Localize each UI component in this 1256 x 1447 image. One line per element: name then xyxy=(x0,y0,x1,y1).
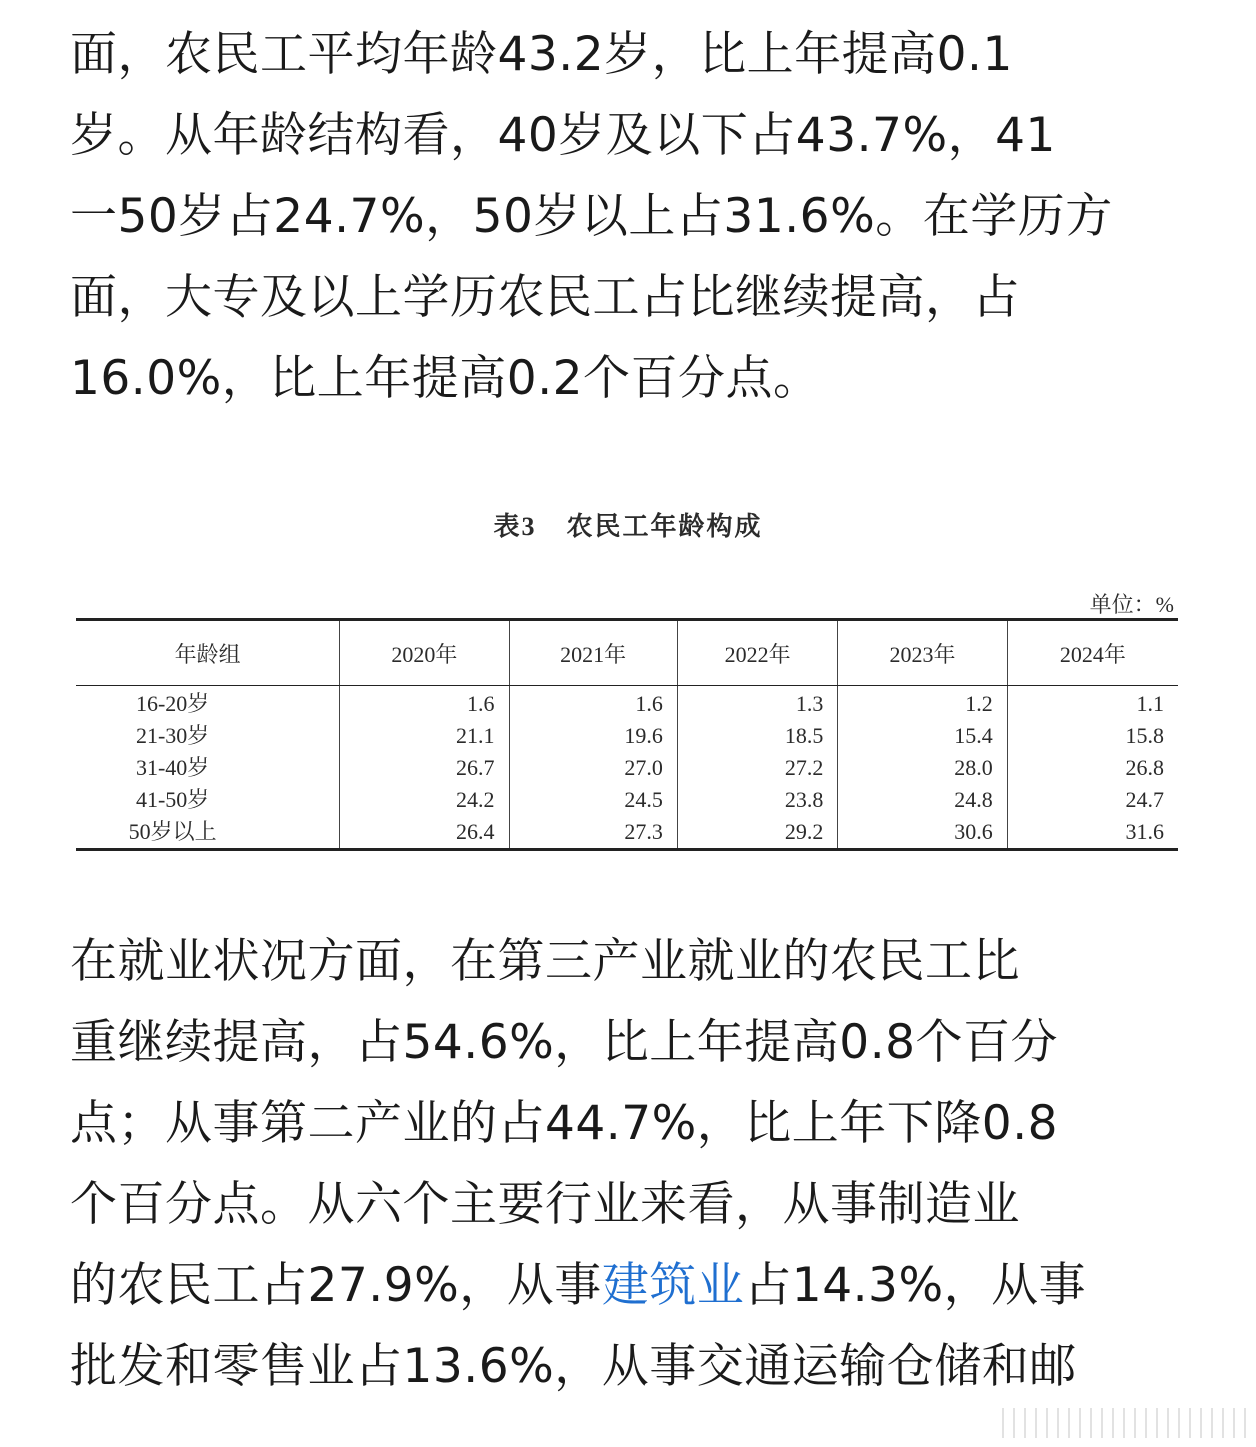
header-year: 2023年 xyxy=(838,620,1007,686)
text-line: 面，大专及以上学历农民工占比继续提高，占 xyxy=(70,270,1020,325)
text-segment: 的农民工占27.9%，从事 xyxy=(70,1258,602,1313)
header-age-group: 年龄组 xyxy=(76,620,340,686)
value-cell: 26.8 xyxy=(1007,752,1178,784)
table-row xyxy=(76,686,1178,721)
value-cell: 27.2 xyxy=(677,752,838,784)
value-cell: 23.8 xyxy=(677,784,838,816)
table-caption: 农民工年龄构成 xyxy=(566,512,763,541)
header-year: 2024年 xyxy=(1007,620,1178,686)
value-cell: 27.3 xyxy=(509,816,677,850)
construction-industry-link[interactable]: 建筑业 xyxy=(601,1258,745,1313)
value-cell: 1.3 xyxy=(677,686,838,721)
text-line: 岁。从年龄结构看，40岁及以下占43.7%，41 xyxy=(70,108,1056,163)
text-line: 重继续提高，占54.6%，比上年提高0.8个百分 xyxy=(70,1015,1059,1070)
age-composition-table xyxy=(76,618,1178,851)
text-line: 在就业状况方面，在第三产业就业的农民工比 xyxy=(70,934,1020,989)
value-cell: 31.6 xyxy=(1007,816,1178,850)
header-year: 2022年 xyxy=(677,620,838,686)
age-composition-table-figure xyxy=(76,496,1180,856)
value-cell: 1.2 xyxy=(838,686,1007,721)
value-cell: 19.6 xyxy=(509,720,677,752)
text-segment: 占14.3%，从事 xyxy=(744,1258,1087,1313)
value-cell: 24.8 xyxy=(838,784,1007,816)
table-number: 表3 xyxy=(493,512,537,541)
value-cell: 1.1 xyxy=(1007,686,1178,721)
age-group-cell: 21-30岁 xyxy=(135,723,210,748)
value-cell: 27.0 xyxy=(509,752,677,784)
header-year: 2021年 xyxy=(509,620,677,686)
table-row xyxy=(76,784,1178,816)
header-year: 2020年 xyxy=(340,620,509,686)
table-row xyxy=(76,720,1178,752)
value-cell: 18.5 xyxy=(677,720,838,752)
value-cell: 30.6 xyxy=(838,816,1007,850)
age-group-cell: 50岁以上 xyxy=(76,816,340,850)
text-line: 一50岁占24.7%，50岁以上占31.6%。在学历方 xyxy=(70,189,1113,244)
age-group-cell: 41-50岁 xyxy=(135,787,210,812)
value-cell: 21.1 xyxy=(340,720,509,752)
table-row xyxy=(76,816,1178,850)
value-cell: 29.2 xyxy=(677,816,838,850)
value-cell: 26.4 xyxy=(340,816,509,850)
employment-paragraph xyxy=(70,921,1200,1407)
value-cell: 1.6 xyxy=(340,686,509,721)
text-line: 个百分点。从六个主要行业来看，从事制造业 xyxy=(70,1177,1020,1232)
intro-paragraph xyxy=(70,14,1200,419)
age-group-cell: 31-40岁 xyxy=(135,755,210,780)
text-line: 批发和零售业占13.6%，从事交通运输仓储和邮 xyxy=(70,1339,1077,1394)
value-cell: 24.7 xyxy=(1007,784,1178,816)
table-header-row xyxy=(76,620,1178,686)
scroll-indicator xyxy=(1002,1408,1246,1438)
text-line: 面，农民工平均年龄43.2岁，比上年提高0.1 xyxy=(70,27,1013,82)
table-unit: 单位：% xyxy=(1089,592,1174,617)
value-cell: 1.6 xyxy=(509,686,677,721)
text-line: 点；从事第二产业的占44.7%，比上年下降0.8 xyxy=(70,1096,1059,1151)
value-cell: 24.2 xyxy=(340,784,509,816)
value-cell: 24.5 xyxy=(509,784,677,816)
value-cell: 15.8 xyxy=(1007,720,1178,752)
value-cell: 15.4 xyxy=(838,720,1007,752)
age-group-cell: 16-20岁 xyxy=(135,691,210,716)
value-cell: 28.0 xyxy=(838,752,1007,784)
text-line xyxy=(70,1245,1200,1326)
table-title xyxy=(76,506,1180,543)
text-line: 16.0%，比上年提高0.2个百分点。 xyxy=(70,351,821,406)
value-cell: 26.7 xyxy=(340,752,509,784)
table-row xyxy=(76,752,1178,784)
